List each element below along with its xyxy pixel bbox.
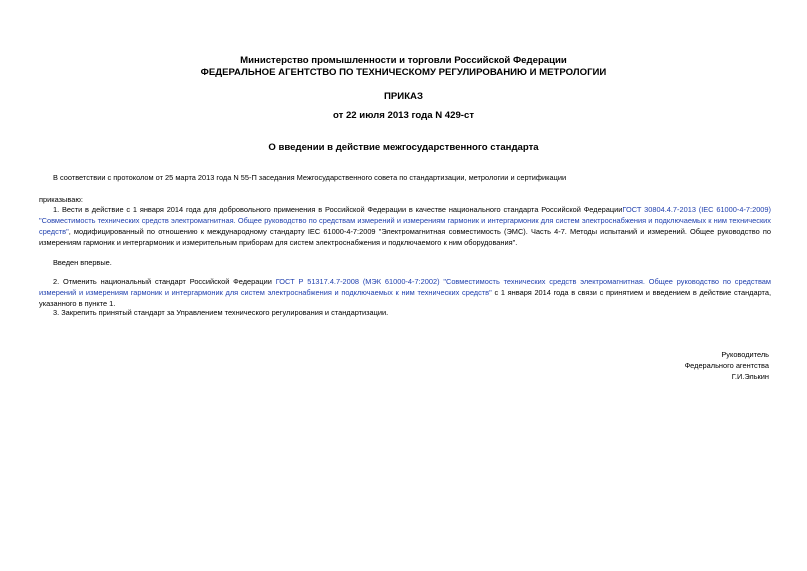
signature-organization: Федерального агентства: [684, 361, 769, 370]
item-1-text-before: 1. Вести в действие с 1 января 2014 года для добровольного применения в Российской Федерации в качестве национального стандарта Российской Федерации: [53, 205, 623, 214]
document-header: [0, 55, 807, 79]
order-title: ПРИКАЗ: [384, 91, 423, 102]
paragraph-item-1: [39, 204, 771, 248]
agency-name: ФЕДЕРАЛЬНОЕ АГЕНТСТВО ПО ТЕХНИЧЕСКОМУ РЕГУЛИРОВАНИЮ И МЕТРОЛОГИИ: [200, 67, 607, 78]
item-2-text-before: 2. Отменить национальный стандарт Российской Федерации: [53, 277, 276, 286]
ministry-name: Министерство промышленности и торговли Российской Федерации: [240, 55, 567, 66]
order-date-number: от 22 июля 2013 года N 429-ст: [332, 110, 475, 121]
paragraph-item-2: [39, 276, 771, 309]
gost-r-51317-link[interactable]: ГОСТ Р 51317.4.7-2008 (МЭК 61000-4-7:2002) "Совместимость технических средств электромагнитная. Общее руководство по средствам измерений и измерениям гармоник и интергармоник для систем электроснабжения и подключаемых к ним технических средств": [39, 277, 771, 297]
gost-30804-link[interactable]: ГОСТ 30804.4.7-2013 (IEC 61000-4-7:2009) "Совместимость технических средств электромагнитная. Общее руководство по средствам измерений и измерениям гармоник и интергармоник для систем электроснабжения и подключаемых к ним технических средств": [39, 205, 771, 236]
signature-position: Руководитель: [721, 350, 769, 359]
paragraph-first-introduced: Введен впервые.: [53, 258, 112, 267]
order-subject: О введении в действие межгосударственного стандарта: [268, 142, 539, 153]
item-2-text-after: с 1 января 2014 года в связи с принятием и введением в действие стандарта, указанного в пункте 1.: [39, 288, 772, 308]
signature-name: Г.И.Элькин: [731, 372, 769, 381]
paragraph-basis: В соответствии с протоколом от 25 марта 2013 года N 55-П заседания Межгосударственного совета по стандартизации, метрологии и сертификации: [53, 173, 567, 182]
signature-block: [685, 349, 769, 382]
paragraph-order-word: приказываю:: [39, 195, 83, 204]
item-1-text-after: , модифицированный по отношению к международному стандарту IEC 61000-4-7:2009 "Электромагнитная совместимость (ЭМС). Часть 4-7. Методы испытаний и измерений. Общее руководство по измерениям гармоник и интергармоник и измерительным приборам для систем электроснабжения и подключаемого к ним оборудования".: [39, 227, 771, 247]
paragraph-item-3: 3. Закрепить принятый стандарт за Управлением технического регулирования и стандартизации.: [53, 308, 389, 317]
